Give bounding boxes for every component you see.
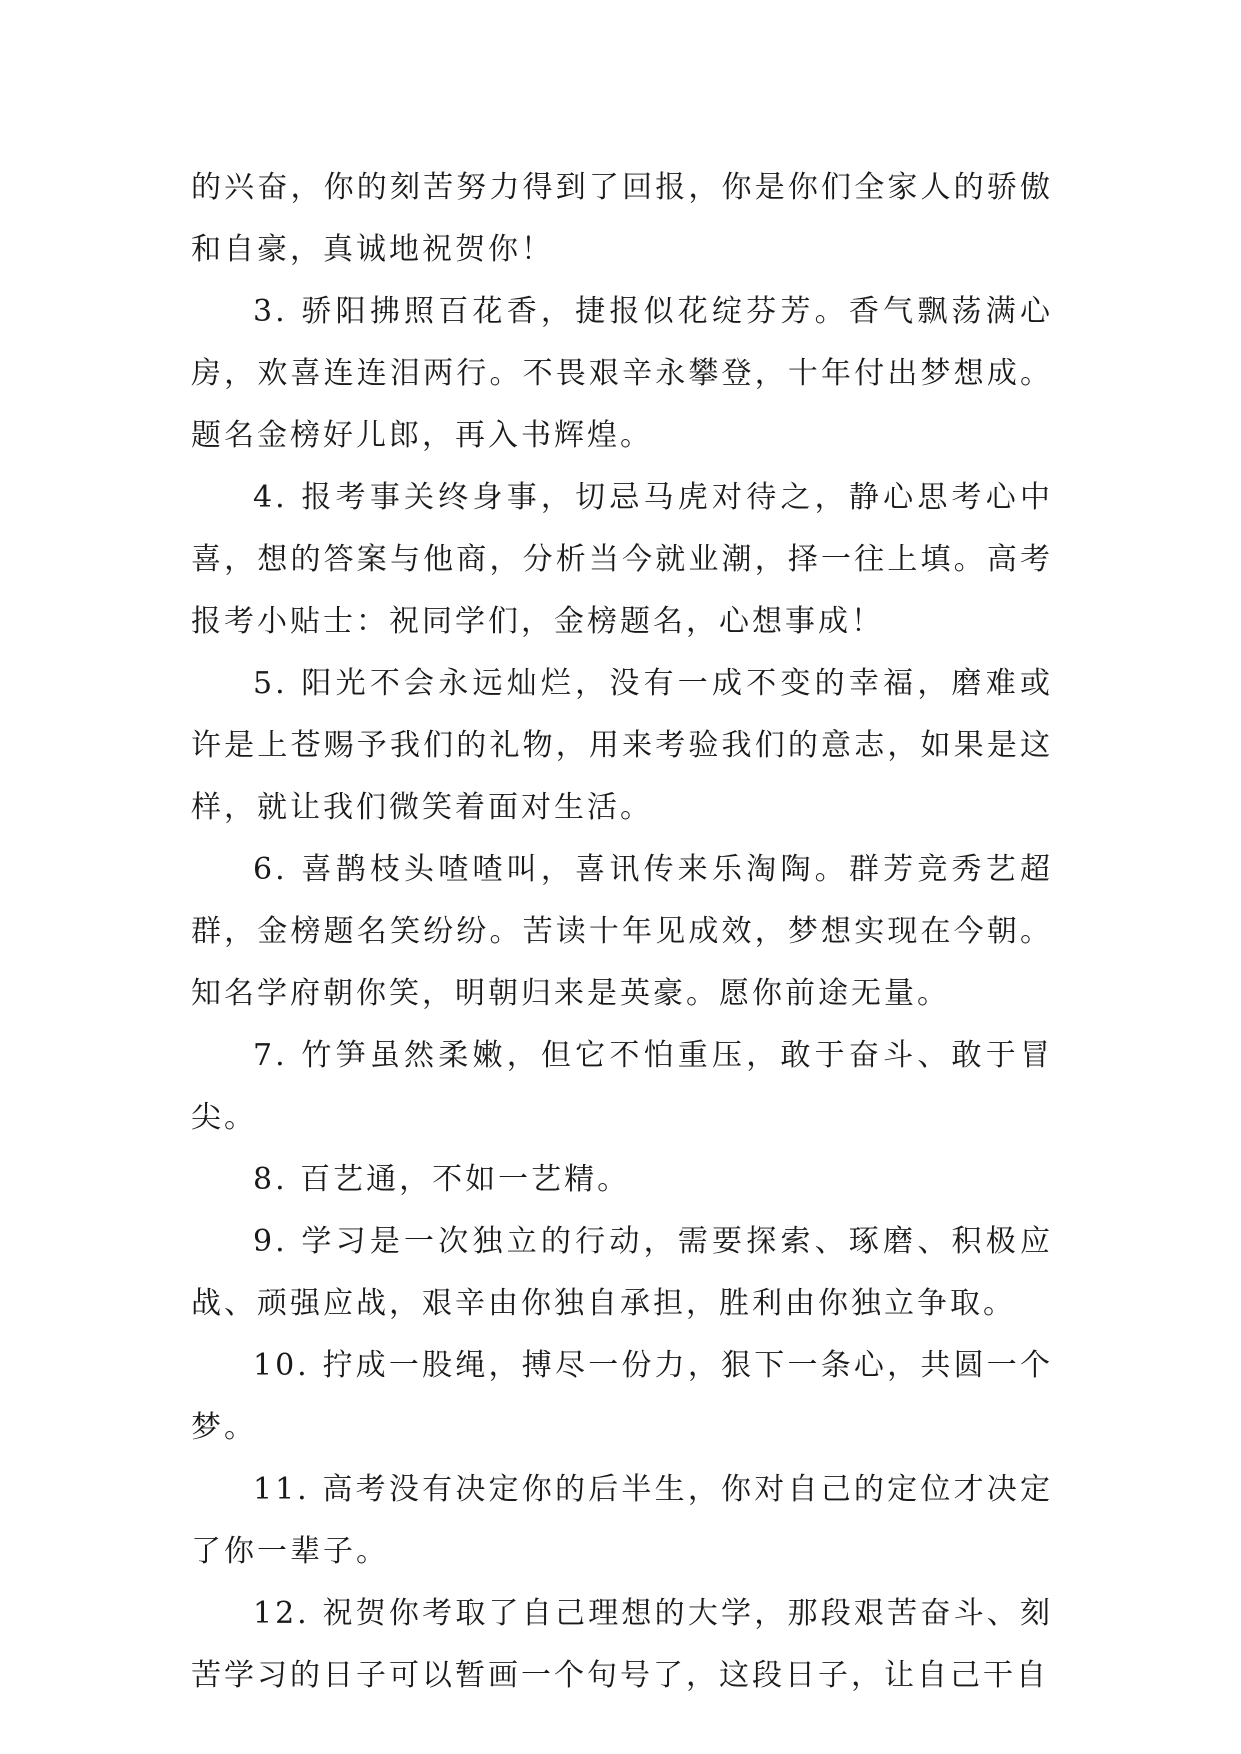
paragraph: 8. 百艺通，不如一艺精。 bbox=[253, 1162, 631, 1197]
paragraph: 的兴奋，你的刻苦努力得到了回报，你是你们全家人的骄傲和自豪，真诚地祝贺你！ bbox=[191, 170, 1053, 267]
paragraph: 6. 喜鹊枝头喳喳叫，喜讯传来乐淘陶。群芳竞秀艺超群，金榜题名笑纷纷。苦读十年见成效，梦想实现在今朝。知名学府朝你笑，明朝归来是英豪。愿你前途无量。 bbox=[191, 852, 1053, 1011]
paragraph: 9. 学习是一次独立的行动，需要探索、琢磨、积极应战、顽强应战，艰辛由你独自承担，胜利由你独立争取。 bbox=[191, 1224, 1053, 1321]
paragraph: 7. 竹笋虽然柔嫩，但它不怕重压，敢于奋斗、敢于冒尖。 bbox=[191, 1038, 1053, 1135]
paragraph: 12. 祝贺你考取了自己理想的大学，那段艰苦奋斗、刻苦学习的日子可以暂画一个句号了，这段日子，让自己干自 bbox=[191, 1596, 1053, 1693]
paragraph: 5. 阳光不会永远灿烂，没有一成不变的幸福，磨难或许是上苍赐予我们的礼物，用来考验我们的意志，如果是这样，就让我们微笑着面对生活。 bbox=[191, 666, 1053, 825]
paragraph: 10. 拧成一股绳，搏尽一份力，狠下一条心，共圆一个梦。 bbox=[191, 1348, 1053, 1445]
document-body bbox=[191, 157, 1053, 1707]
paragraph: 11. 高考没有决定你的后半生，你对自己的定位才决定了你一辈子。 bbox=[191, 1472, 1053, 1569]
paragraph: 4. 报考事关终身事，切忌马虎对待之，静心思考心中喜，想的答案与他商，分析当今就业潮，择一往上填。高考报考小贴士：祝同学们，金榜题名，心想事成！ bbox=[191, 480, 1053, 639]
paragraph: 3. 骄阳拂照百花香，捷报似花绽芬芳。香气飘荡满心房，欢喜连连泪两行。不畏艰辛永攀登，十年付出梦想成。题名金榜好儿郎，再入书辉煌。 bbox=[191, 294, 1053, 453]
